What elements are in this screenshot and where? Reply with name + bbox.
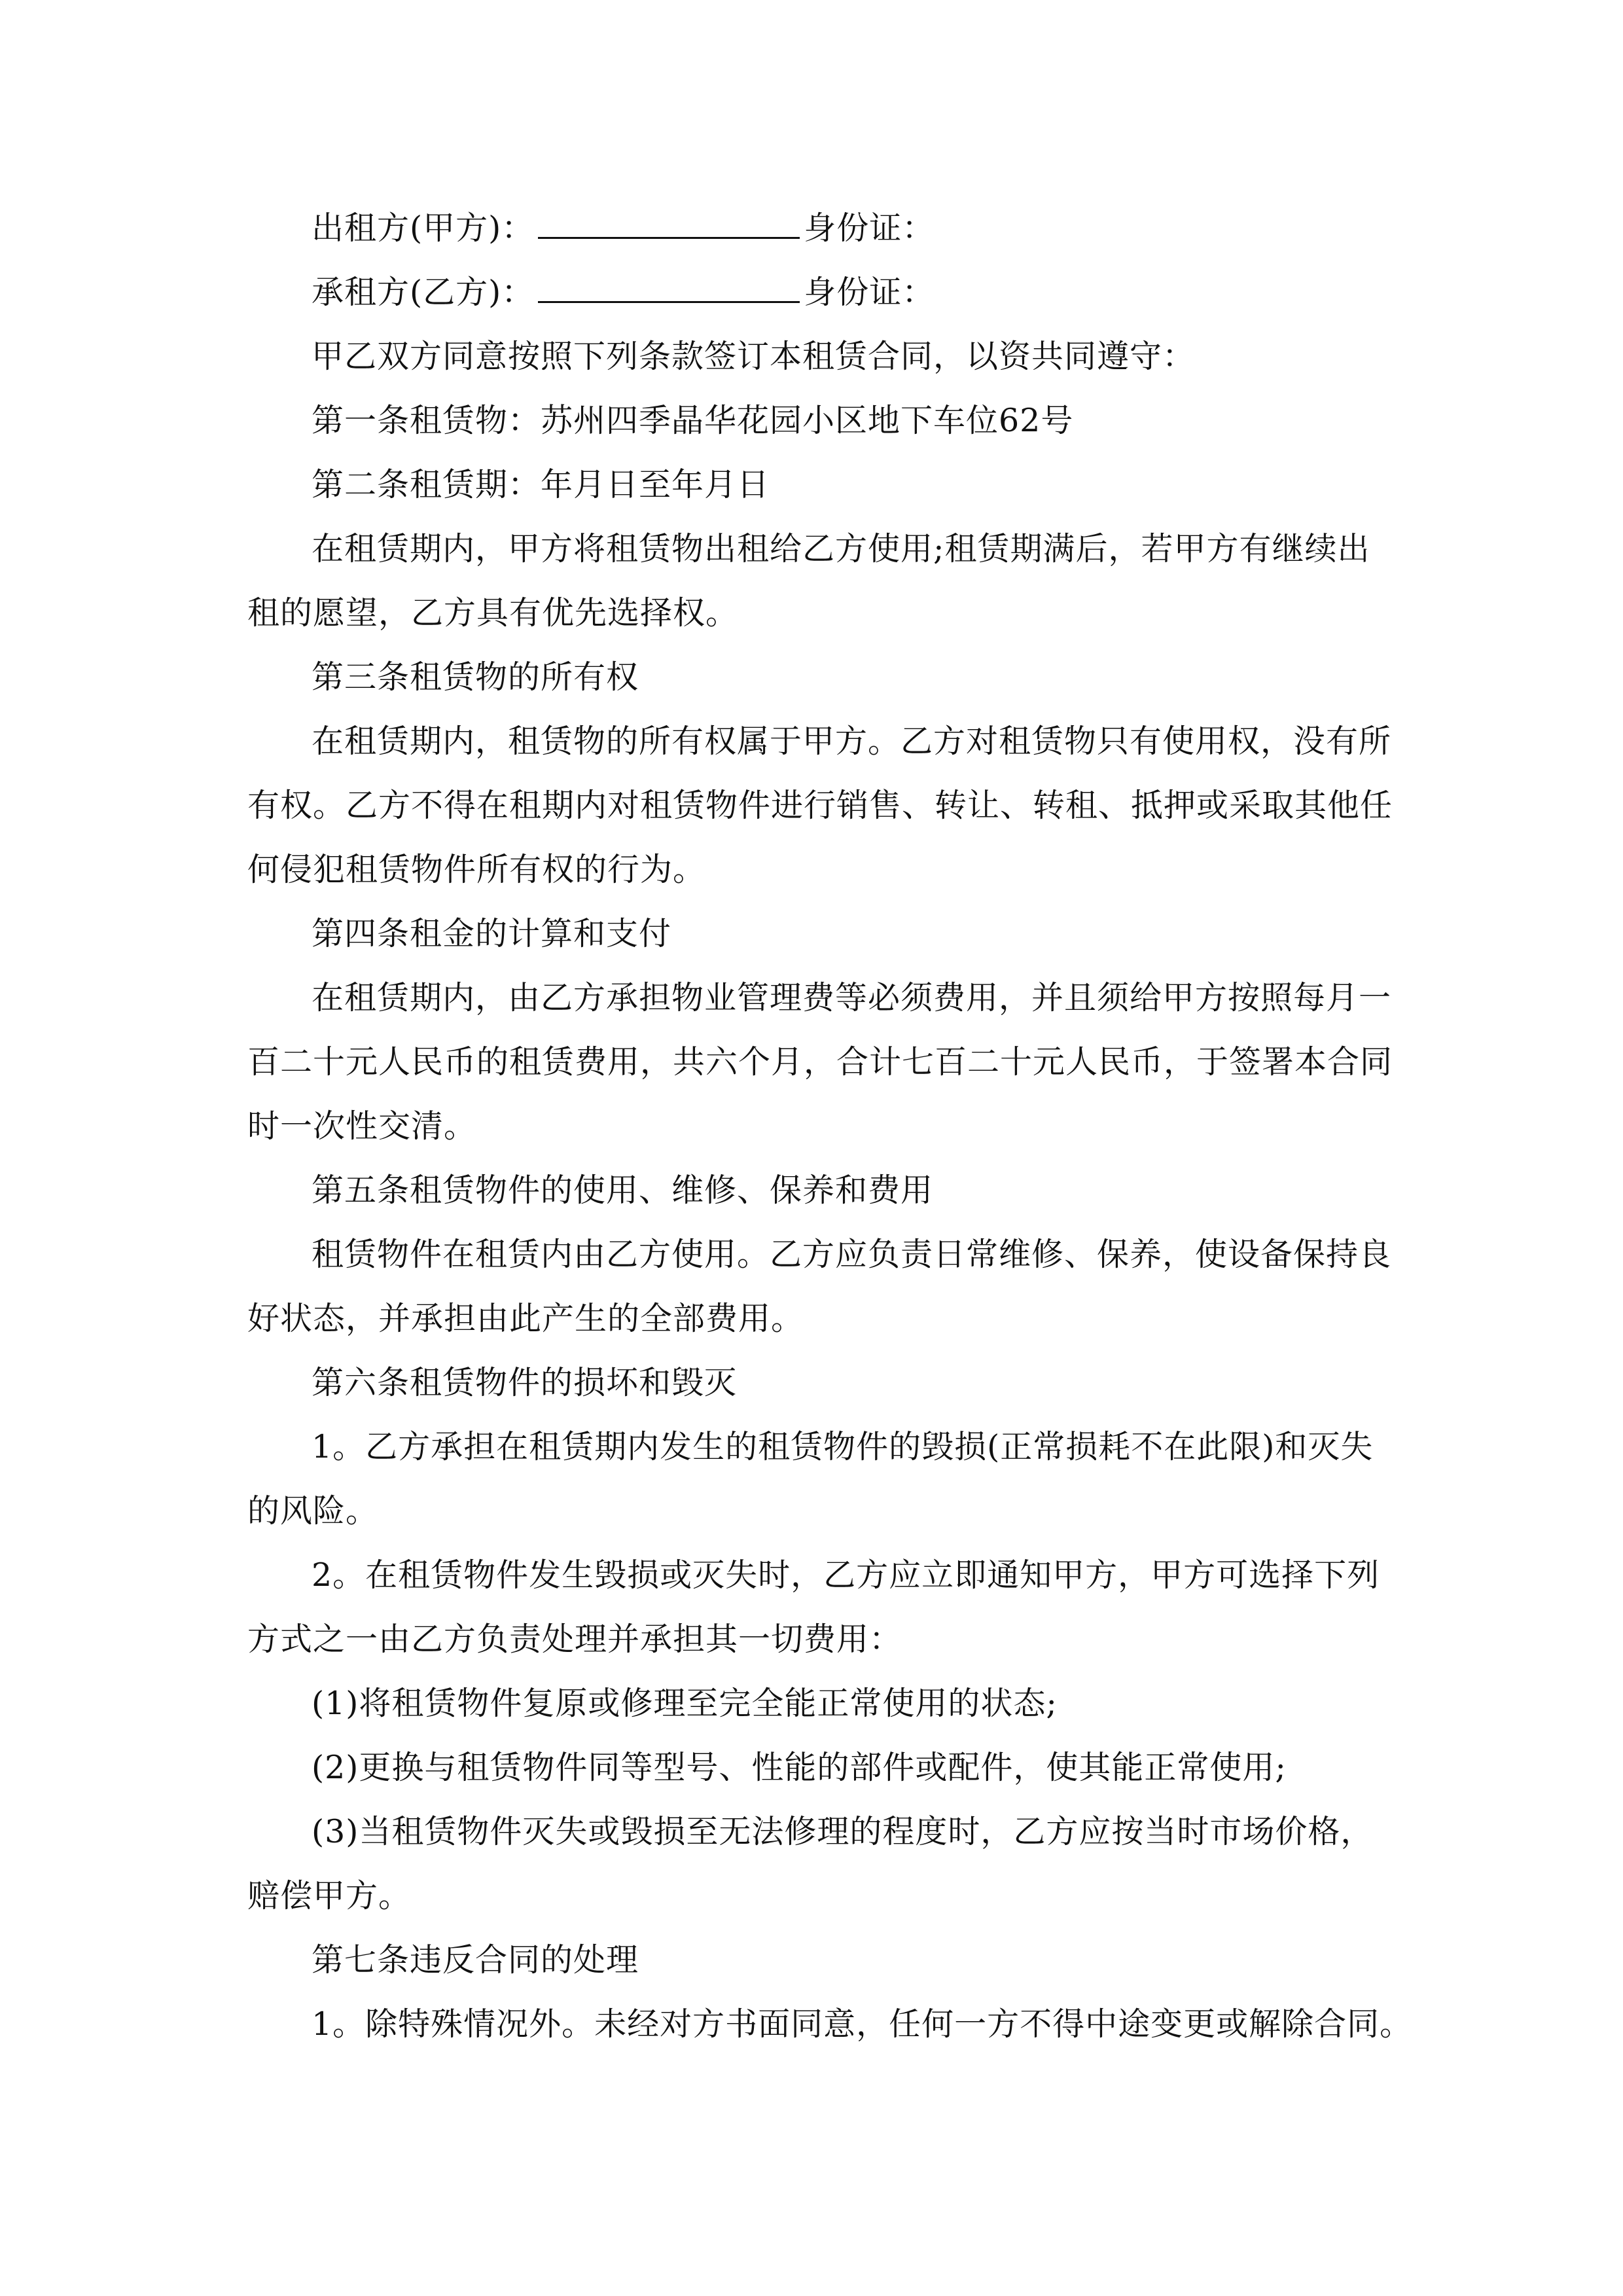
article-4-paragraph-cont: 百二十元人民币的租赁费用，共六个月，合计七百二十元人民币，于签署本合同	[247, 1043, 1393, 1081]
lessee-name-blank	[538, 263, 800, 303]
lessor-id-label: 身份证：	[804, 209, 935, 247]
article-6-option-2: (2)更换与租赁物件同等型号、性能的部件或配件，使其能正常使用;	[312, 1749, 1287, 1786]
article-3-paragraph-cont: 有权。乙方不得在租期内对租赁物件进行销售、转让、转租、抵押或采取其他任	[247, 787, 1393, 824]
article-6-item-1-cont: 的风险。	[247, 1492, 379, 1530]
lessee-line	[247, 260, 1376, 325]
article-6-item-2: 2。在租赁物件发生毁损或灭失时，乙方应立即通知甲方，甲方可选择下列	[312, 1556, 1380, 1594]
lessee-label: 承租方(乙方)：	[312, 274, 535, 311]
article-2-lease-term: 第二条租赁期：年月日至年月日	[312, 466, 770, 503]
article-6-item-1: 1。乙方承担在租赁期内发生的租赁物件的毁损(正常损耗不在此限)和灭失	[312, 1428, 1374, 1465]
article-5-paragraph: 租赁物件在租赁内由乙方使用。乙方应负责日常维修、保养，使设备保持良	[312, 1236, 1392, 1273]
article-5-paragraph-cont: 好状态，并承担由此产生的全部费用。	[247, 1300, 804, 1337]
article-6-heading: 第六条租赁物件的损坏和毁灭	[312, 1364, 738, 1401]
article-6-option-3: (3)当租赁物件灭失或毁损至无法修理的程度时，乙方应按当时市场价格，	[312, 1813, 1374, 1850]
article-1-lease-object: 第一条租赁物：苏州四季晶华花园小区地下车位62号	[312, 402, 1074, 439]
article-4-paragraph-cont: 时一次性交清。	[247, 1107, 477, 1145]
article-2-paragraph-cont: 租的愿望，乙方具有优先选择权。	[247, 594, 739, 632]
article-4-heading: 第四条租金的计算和支付	[312, 915, 672, 952]
lessor-name-blank	[538, 199, 800, 239]
lessor-label: 出租方(甲方)：	[312, 209, 535, 247]
contract-body	[247, 196, 1413, 2056]
lessee-id-label: 身份证：	[804, 274, 935, 311]
preamble: 甲乙双方同意按照下列条款签订本租赁合同，以资共同遵守：	[312, 338, 1196, 375]
article-6-option-1: (1)将租赁物件复原或修理至完全能正常使用的状态;	[312, 1685, 1058, 1722]
article-3-paragraph: 在租赁期内，租赁物的所有权属于甲方。乙方对租赁物只有使用权，没有所	[312, 723, 1392, 760]
lessor-line	[247, 196, 1376, 260]
article-5-heading: 第五条租赁物件的使用、维修、保养和费用	[312, 1172, 934, 1209]
article-7-heading: 第七条违反合同的处理	[312, 1941, 639, 1979]
article-3-paragraph-cont: 何侵犯租赁物件所有权的行为。	[247, 851, 706, 888]
article-2-paragraph: 在租赁期内，甲方将租赁物出租给乙方使用;租赁期满后，若甲方有继续出	[312, 530, 1370, 567]
article-3-heading: 第三条租赁物的所有权	[312, 658, 639, 696]
article-6-item-2-cont: 方式之一由乙方负责处理并承担其一切费用：	[247, 1621, 902, 1658]
article-4-paragraph: 在租赁期内，由乙方承担物业管理费等必须费用，并且须给甲方按照每月一	[312, 979, 1392, 1016]
article-6-option-3-cont: 赔偿甲方。	[247, 1877, 412, 1914]
article-7-item-1: 1。除特殊情况外。未经对方书面同意，任何一方不得中途变更或解除合同。	[312, 2005, 1413, 2043]
